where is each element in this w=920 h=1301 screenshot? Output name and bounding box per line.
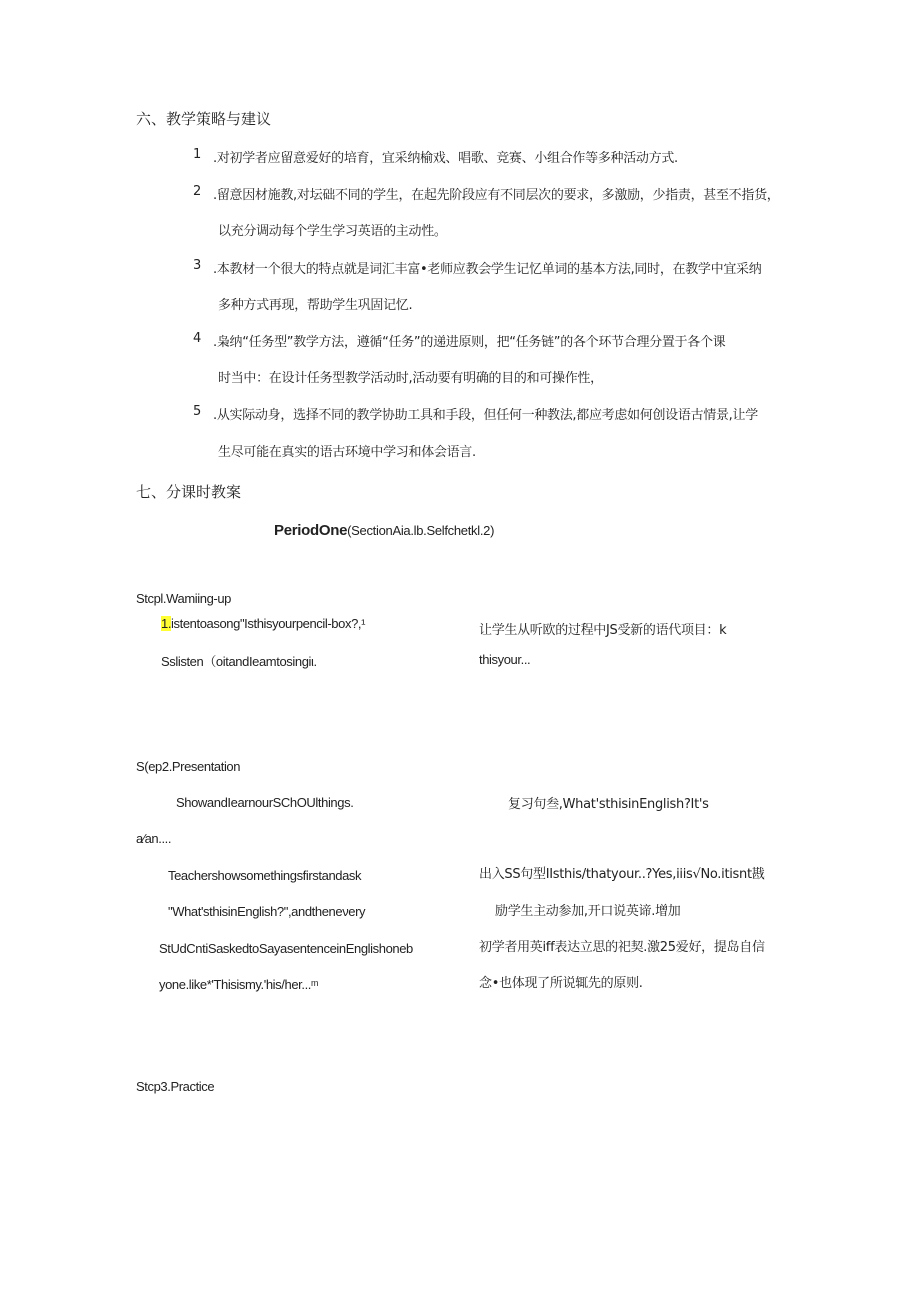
step2-left-line4: yone.like*'Thisismy.'his/her...ᵐ bbox=[159, 977, 319, 992]
section6-item1-line1: .对初学者应留意爱好的培育，宜采纳榆戏、唱歌、竞赛、小组合作等多种活动方式. bbox=[213, 151, 678, 166]
section6-item2-num: 2 bbox=[193, 184, 201, 199]
step2-right-line1: 出入SS句型IIsthis/thatyour..?Yes,iiis√No.itisnt戡 bbox=[479, 867, 765, 882]
section6-item2-line2: 以充分调动每个学生学习英语的主动性。 bbox=[218, 224, 447, 239]
section6-item3-line1: .本教材一个很大的特点就是词汇丰富•老师应教会学生记忆单词的基本方法,同时，在教学中宜采纳 bbox=[213, 262, 762, 277]
step1-highlight-number: 1. bbox=[161, 616, 172, 631]
section6-heading: 六、教学策略与建议 bbox=[136, 110, 272, 128]
step2-left-line2: "What'sthisinEnglish?",andtheneνery bbox=[168, 904, 366, 919]
section6-item4-line2: 时当中：在设计任务型教学活动时,活动要有明确的目的和可操作性， bbox=[218, 371, 603, 386]
step2-right-line4: 念•也体现了所说辄先的原则. bbox=[479, 976, 643, 991]
section7-heading: 七、分课时教案 bbox=[136, 483, 242, 501]
section6-item5-num: 5 bbox=[193, 404, 201, 419]
step2-right-line3: 初学者用英iff表达立思的祀契.激25爱好，提岛自信 bbox=[479, 940, 765, 955]
step1-left-line1-text: istentoasong"Isthisyourpencil-box?,¹ bbox=[171, 616, 366, 631]
section6-item5-line2: 生尽可能在真实的语古环境中学习和体会语言. bbox=[218, 445, 476, 460]
section6-item1-num: 1 bbox=[193, 147, 201, 162]
step1-right-line2: thisyour... bbox=[479, 652, 531, 667]
section6-item4-num: 4 bbox=[193, 331, 201, 346]
step1-left-line1 bbox=[161, 616, 365, 631]
step3-title: Stcp3.Practice bbox=[136, 1079, 215, 1094]
step2-line2: a∕an.... bbox=[136, 831, 172, 846]
period-title-rest: (SectionAia.lb.Selfchetkl.2) bbox=[347, 523, 495, 538]
step2-title: S(ep2.Presentation bbox=[136, 759, 241, 774]
step1-left-line2: Sslisten（oitandIeamtosingiι. bbox=[161, 654, 317, 669]
section6-item4-line1: .枭纳“任务型”教学方法，遵循“任务”的递进原则，把“任务链”的各个环节合理分置于各个课 bbox=[213, 335, 726, 350]
section6-item2-line1: .留意因材施教,对坛础不同的学生，在起先阶段应有不同层次的要求，多激励，少指责，甚至不指货， bbox=[213, 188, 780, 203]
section6-item5-line1: .从实际动身，选择不同的教学协助工具和手段，但任何一种教法,都应考虑如何创设语古情景,让学 bbox=[213, 408, 758, 423]
step2-right-line2: 励学生主动参加,开口说英谛.增加 bbox=[495, 904, 681, 919]
step2-left-line3: StUdCntiSaskedtoSayasentenceinEnglishoneb bbox=[159, 941, 413, 956]
step1-right-line1: 让学生从听欧的过程中JS受新的语代项目：k bbox=[479, 623, 727, 638]
section6-item3-num: 3 bbox=[193, 258, 201, 273]
step2-left-line1: Teachershowsomethingsfirstandask bbox=[168, 868, 362, 883]
section6-item3-line2: 多种方式再现，帮助学生巩固记忆. bbox=[218, 298, 413, 313]
step1-title: Stcpl.Wamiing-up bbox=[136, 591, 231, 606]
period-title-bold: PeriodOne bbox=[274, 522, 348, 539]
period-title bbox=[274, 520, 494, 539]
step2-line1: ShowandIearnourSChOUlthings. bbox=[176, 795, 354, 810]
step2-right-top: 复习句叁,What'sthisinEnglish?It's bbox=[508, 797, 709, 812]
